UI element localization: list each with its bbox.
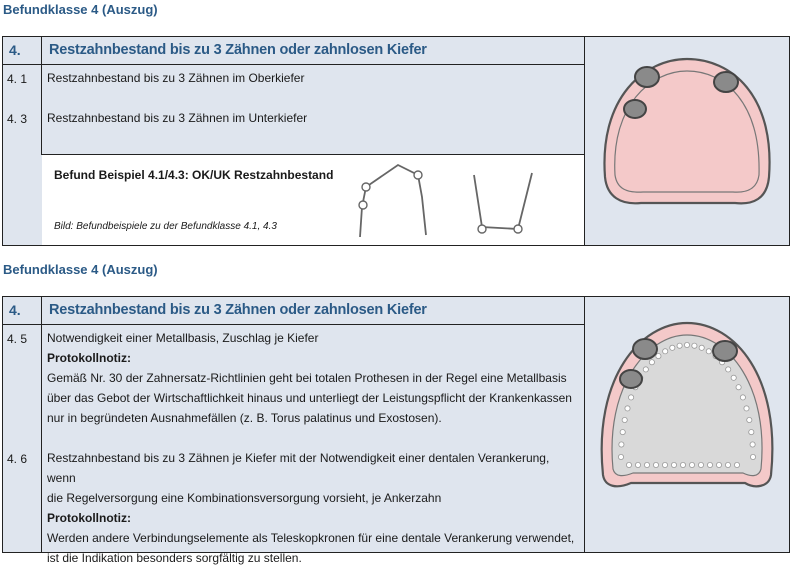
row-number: 4. 3 <box>7 112 28 126</box>
retention-dot <box>734 462 739 467</box>
note-line: nur in begründeten Ausnahmefällen (z. B. Torus palatinus und Exostosen). <box>47 411 442 425</box>
section2-heading: Befundklasse 4 (Auszug) <box>3 262 158 277</box>
note-line: ist die Indikation besonders sorgfältig zu stellen. <box>47 551 302 565</box>
retention-dot <box>707 462 712 467</box>
section1-heading: Befundklasse 4 (Auszug) <box>3 2 158 17</box>
example-caption: Bild: Befundbeispiele zu der Befundklasse 4.1, 4.3 <box>54 221 277 232</box>
retention-dot <box>677 343 682 348</box>
row-number: 4. 6 <box>7 452 28 466</box>
retention-dot <box>731 375 736 380</box>
retention-dot <box>629 395 634 400</box>
retention-dot <box>649 360 654 365</box>
retention-dot <box>744 406 749 411</box>
retention-dot <box>680 462 685 467</box>
table-number: 4. <box>9 42 21 58</box>
retention-dot <box>749 430 754 435</box>
retention-dot <box>620 430 625 435</box>
table-title: Restzahnbestand bis zu 3 Zähnen oder zahnlosen Kiefer <box>49 42 427 58</box>
section1-table <box>2 36 790 246</box>
upper-jaw-remaining-teeth-icon <box>585 37 789 245</box>
retention-dot <box>698 462 703 467</box>
example-box <box>42 155 584 245</box>
table-title: Restzahnbestand bis zu 3 Zähnen oder zahnlosen Kiefer <box>49 302 427 318</box>
retention-dot <box>726 367 731 372</box>
row-line: die Regelversorgung eine Kombinationsversorgung vorsieht, je Ankerzahn <box>47 491 442 505</box>
retention-dot <box>689 462 694 467</box>
note-line: über das Gebot der Wirtschaftlichkeit hinaus und unterliegt der Leistungspflicht der Krankenkassen <box>47 391 572 405</box>
retention-dot <box>706 349 711 354</box>
retention-dot <box>635 462 640 467</box>
note-label: Protokollnotiz: <box>47 511 131 525</box>
retention-dot <box>622 417 627 422</box>
row-line: Notwendigkeit einer Metallbasis, Zuschlag je Kiefer <box>47 331 319 345</box>
denture-sketch-icon <box>342 157 562 243</box>
retention-dot <box>747 417 752 422</box>
row-text <box>47 328 581 428</box>
retention-dot <box>626 462 631 467</box>
retention-dot <box>750 442 755 447</box>
divider <box>3 64 584 65</box>
note-line: Gemäß Nr. 30 der Zahnersatz-Richtlinien geht bei totalen Prothesen in der Regel eine Metallbasis <box>47 371 567 385</box>
retention-dot <box>692 343 697 348</box>
row-text: Restzahnbestand bis zu 3 Zähnen im Oberkiefer <box>47 71 305 85</box>
retention-dot <box>653 462 658 467</box>
retention-dot <box>656 354 661 359</box>
retention-dot <box>618 454 623 459</box>
retention-dot <box>619 442 624 447</box>
retention-dot <box>716 462 721 467</box>
retention-dot <box>625 406 630 411</box>
retention-dot <box>736 385 741 390</box>
image-cell <box>585 297 789 552</box>
row-number: 4. 1 <box>7 72 28 86</box>
retention-dot <box>670 345 675 350</box>
upper-jaw-metal-base-icon <box>585 297 789 552</box>
divider <box>41 37 42 155</box>
row-line: Restzahnbestand bis zu 3 Zähnen je Kiefer mit der Notwendigkeit einer dentalen Verankerung, wenn <box>47 451 550 485</box>
retention-dot <box>699 345 704 350</box>
retention-dot <box>725 462 730 467</box>
divider <box>3 324 584 325</box>
row-text <box>47 448 581 568</box>
retention-dot <box>663 349 668 354</box>
note-line: Werden andere Verbindungselemente als Teleskopkronen für eine dentale Verankerung verwendet, <box>47 531 575 545</box>
image-cell <box>585 37 789 245</box>
retention-dot <box>644 462 649 467</box>
note-label: Protokollnotiz: <box>47 351 131 365</box>
retention-dot <box>662 462 667 467</box>
row-text: Restzahnbestand bis zu 3 Zähnen im Unterkiefer <box>47 111 308 125</box>
retention-dot <box>750 454 755 459</box>
table-number: 4. <box>9 302 21 318</box>
retention-dot <box>740 395 745 400</box>
retention-dot <box>643 367 648 372</box>
section2-table <box>2 296 790 565</box>
retention-dot <box>684 342 689 347</box>
divider <box>41 297 42 552</box>
example-title: Befund Beispiel 4.1/4.3: OK/UK Restzahnbestand <box>54 168 334 182</box>
row-number: 4. 5 <box>7 332 28 346</box>
retention-dot <box>671 462 676 467</box>
